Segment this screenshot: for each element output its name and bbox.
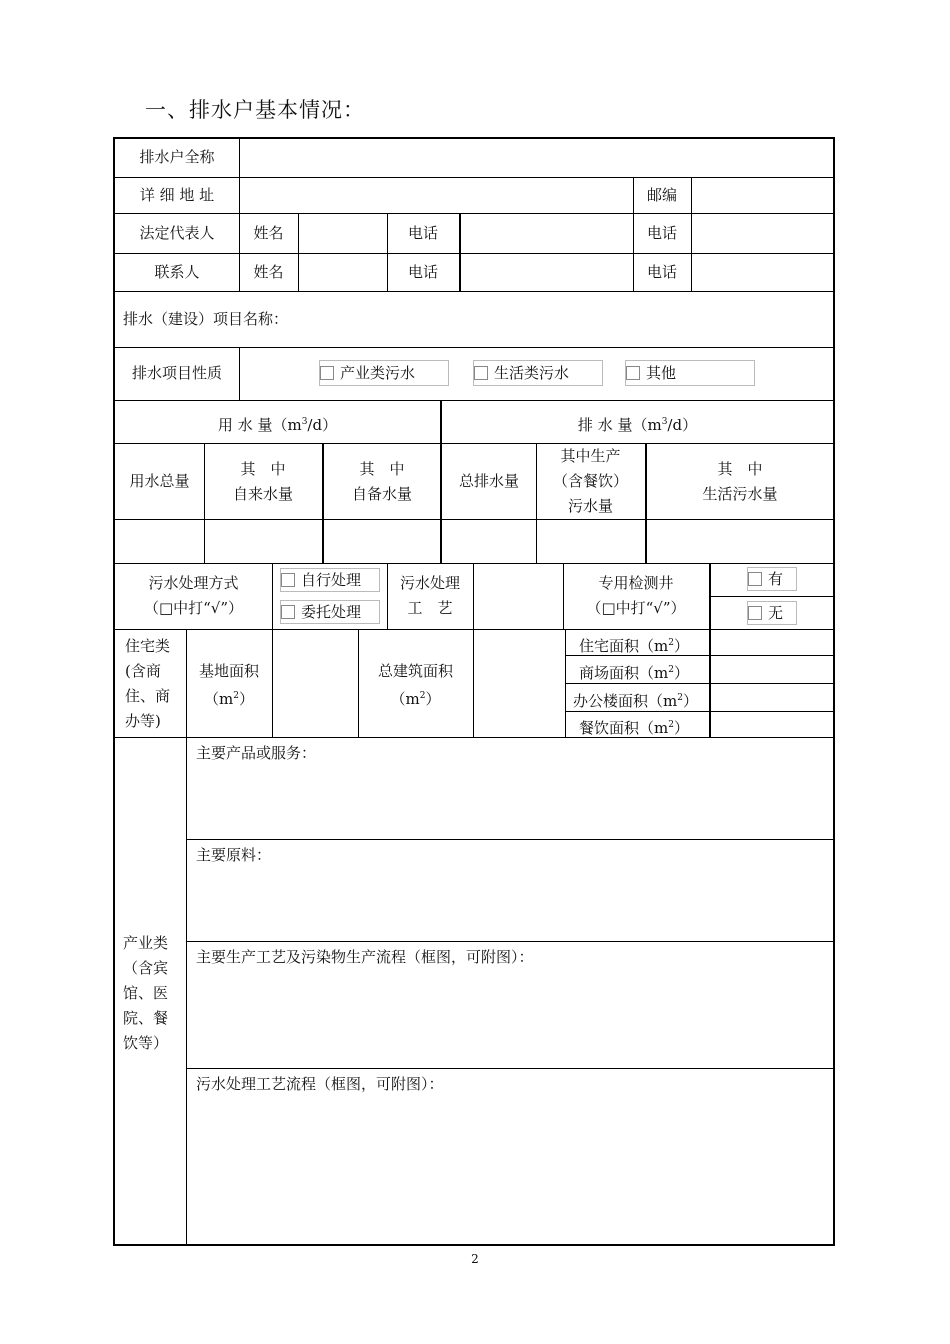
col-tap-water-line1: 其 中 <box>240 460 286 478</box>
base-area-label-2: $(m^2)$ <box>204 690 254 708</box>
monitoring-well-label-1: 专用检测井 <box>598 574 674 592</box>
legal-rep-phone-label: 电话 <box>407 224 438 242</box>
checkbox-icon <box>626 366 640 380</box>
treatment-process-label-2: 工 艺 <box>407 599 453 617</box>
legal-rep-phone2-label: 电话 <box>646 224 677 242</box>
option-other[interactable]: 其他 <box>625 360 755 386</box>
residential-area-field[interactable] <box>712 631 832 654</box>
tap-water-field[interactable] <box>206 521 321 561</box>
project-name-label: 排水（建设）项目名称： <box>123 310 289 328</box>
address-field[interactable] <box>241 179 631 211</box>
col-tap-water-line2: 自来水量 <box>232 485 293 503</box>
treatment-method-label-1: 污水处理方式 <box>148 574 239 592</box>
col-production-line1: 其中生产 <box>560 447 621 465</box>
col-production-line2: （含餐饮） <box>552 472 628 490</box>
postcode-label: 邮编 <box>646 186 677 204</box>
area-residential-label: 住宅面积$(m^2)$ <box>579 637 689 655</box>
water-discharge-header: 排 水 量$(m^3/d)$ <box>577 416 698 434</box>
industrial-label-4: 院、餐 <box>123 1009 169 1027</box>
checkbox-icon <box>748 572 762 586</box>
checkbox-icon <box>281 573 295 587</box>
water-use-header: 用 水 量$(m^3/d)$ <box>217 416 338 434</box>
option-entrusted-treatment[interactable]: 委托处理 <box>280 600 380 624</box>
area-mall-label: 商场面积$(m^2)$ <box>579 664 689 682</box>
treatment-method-label-2: （□中打“√”） <box>143 599 244 617</box>
col-production-line3: 污水量 <box>567 497 613 515</box>
products-label: 主要产品或服务： <box>196 744 317 762</box>
col-domestic-line2: 生活污水量 <box>702 485 778 503</box>
contact-name-field[interactable] <box>300 255 385 289</box>
option-industrial-sewage[interactable]: 产业类污水 <box>319 360 449 386</box>
col-total-discharge: 总排水量 <box>458 472 519 490</box>
legal-rep-name-field[interactable] <box>300 215 385 251</box>
contact-phone-label: 电话 <box>407 263 438 281</box>
legal-rep-label: 法定代表人 <box>139 224 215 242</box>
process-flow-label: 主要生产工艺及污染物生产流程（框图，可附图）： <box>196 948 534 966</box>
contact-phone2-label: 电话 <box>646 263 677 281</box>
option-domestic-sewage[interactable]: 生活类污水 <box>473 360 603 386</box>
base-area-label-1: 基地面积 <box>198 662 259 680</box>
col-self-water-line2: 自备水量 <box>351 485 412 503</box>
legal-rep-phone2-field[interactable] <box>693 215 831 251</box>
total-use-field[interactable] <box>117 521 203 561</box>
materials-label: 主要原料： <box>196 846 272 864</box>
area-catering-label: 餐饮面积$(m^2)$ <box>579 719 689 737</box>
industrial-label-2: （含宾 <box>123 959 169 977</box>
page-number: 2 <box>471 1252 479 1266</box>
project-name-field[interactable] <box>305 295 825 343</box>
residential-label-1: 住宅类 <box>125 637 171 655</box>
legal-rep-phone-field[interactable] <box>463 215 631 251</box>
total-building-area-label-2: $(m^2)$ <box>390 690 441 708</box>
base-area-field[interactable] <box>274 631 357 735</box>
checkbox-icon <box>474 366 488 380</box>
checkbox-icon <box>748 606 762 620</box>
self-water-field[interactable] <box>325 521 439 561</box>
residential-label-3: 住、商 <box>125 687 171 705</box>
contact-name-label: 姓名 <box>253 263 284 281</box>
production-sewage-field[interactable] <box>538 521 644 561</box>
address-label: 详 细 地 址 <box>139 186 215 204</box>
treatment-flow-field[interactable] <box>189 1098 829 1243</box>
industrial-label-1: 产业类 <box>123 934 169 952</box>
mall-area-field[interactable] <box>712 657 832 682</box>
total-discharge-field[interactable] <box>444 521 535 561</box>
full-name-field[interactable] <box>241 141 831 175</box>
process-flow-field[interactable] <box>189 971 829 1066</box>
residential-label-4: 办等) <box>125 712 161 730</box>
total-building-area-field[interactable] <box>475 631 564 735</box>
contact-phone-field[interactable] <box>463 255 631 289</box>
office-area-field[interactable] <box>712 685 832 710</box>
col-domestic-line1: 其 中 <box>717 460 763 478</box>
total-building-area-label-1: 总建筑面积 <box>377 662 453 680</box>
area-office-label: 办公楼面积$(m^2)$ <box>573 692 698 710</box>
col-self-water-line1: 其 中 <box>359 460 405 478</box>
option-well-yes[interactable]: 有 <box>747 567 797 591</box>
treatment-flow-label: 污水处理工艺流程（框图，可附图）： <box>196 1075 444 1093</box>
full-name-label: 排水户全称 <box>139 148 215 166</box>
project-nature-label: 排水项目性质 <box>131 364 222 382</box>
option-well-no[interactable]: 无 <box>747 601 797 625</box>
discharge-info-form <box>113 137 835 1246</box>
catering-area-field[interactable] <box>712 713 832 736</box>
materials-field[interactable] <box>189 869 829 939</box>
industrial-label-5: 饮等） <box>123 1034 169 1052</box>
section-heading: 一、排水户基本情况： <box>145 98 365 122</box>
checkbox-icon <box>281 605 295 619</box>
treatment-process-field[interactable] <box>475 565 561 627</box>
postcode-field[interactable] <box>693 179 831 211</box>
residential-label-2: (含商 <box>125 662 161 680</box>
checkbox-icon <box>320 366 334 380</box>
contact-phone2-field[interactable] <box>693 255 831 289</box>
monitoring-well-label-2: （□中打“√”） <box>586 599 686 617</box>
treatment-process-label-1: 污水处理 <box>399 574 460 592</box>
industrial-label-3: 馆、医 <box>123 984 169 1002</box>
col-total-use: 用水总量 <box>129 472 190 490</box>
domestic-sewage-field[interactable] <box>649 521 831 561</box>
contact-label: 联系人 <box>154 263 200 281</box>
products-field[interactable] <box>189 767 829 837</box>
option-self-treatment[interactable]: 自行处理 <box>280 568 380 592</box>
legal-rep-name-label: 姓名 <box>253 224 284 242</box>
